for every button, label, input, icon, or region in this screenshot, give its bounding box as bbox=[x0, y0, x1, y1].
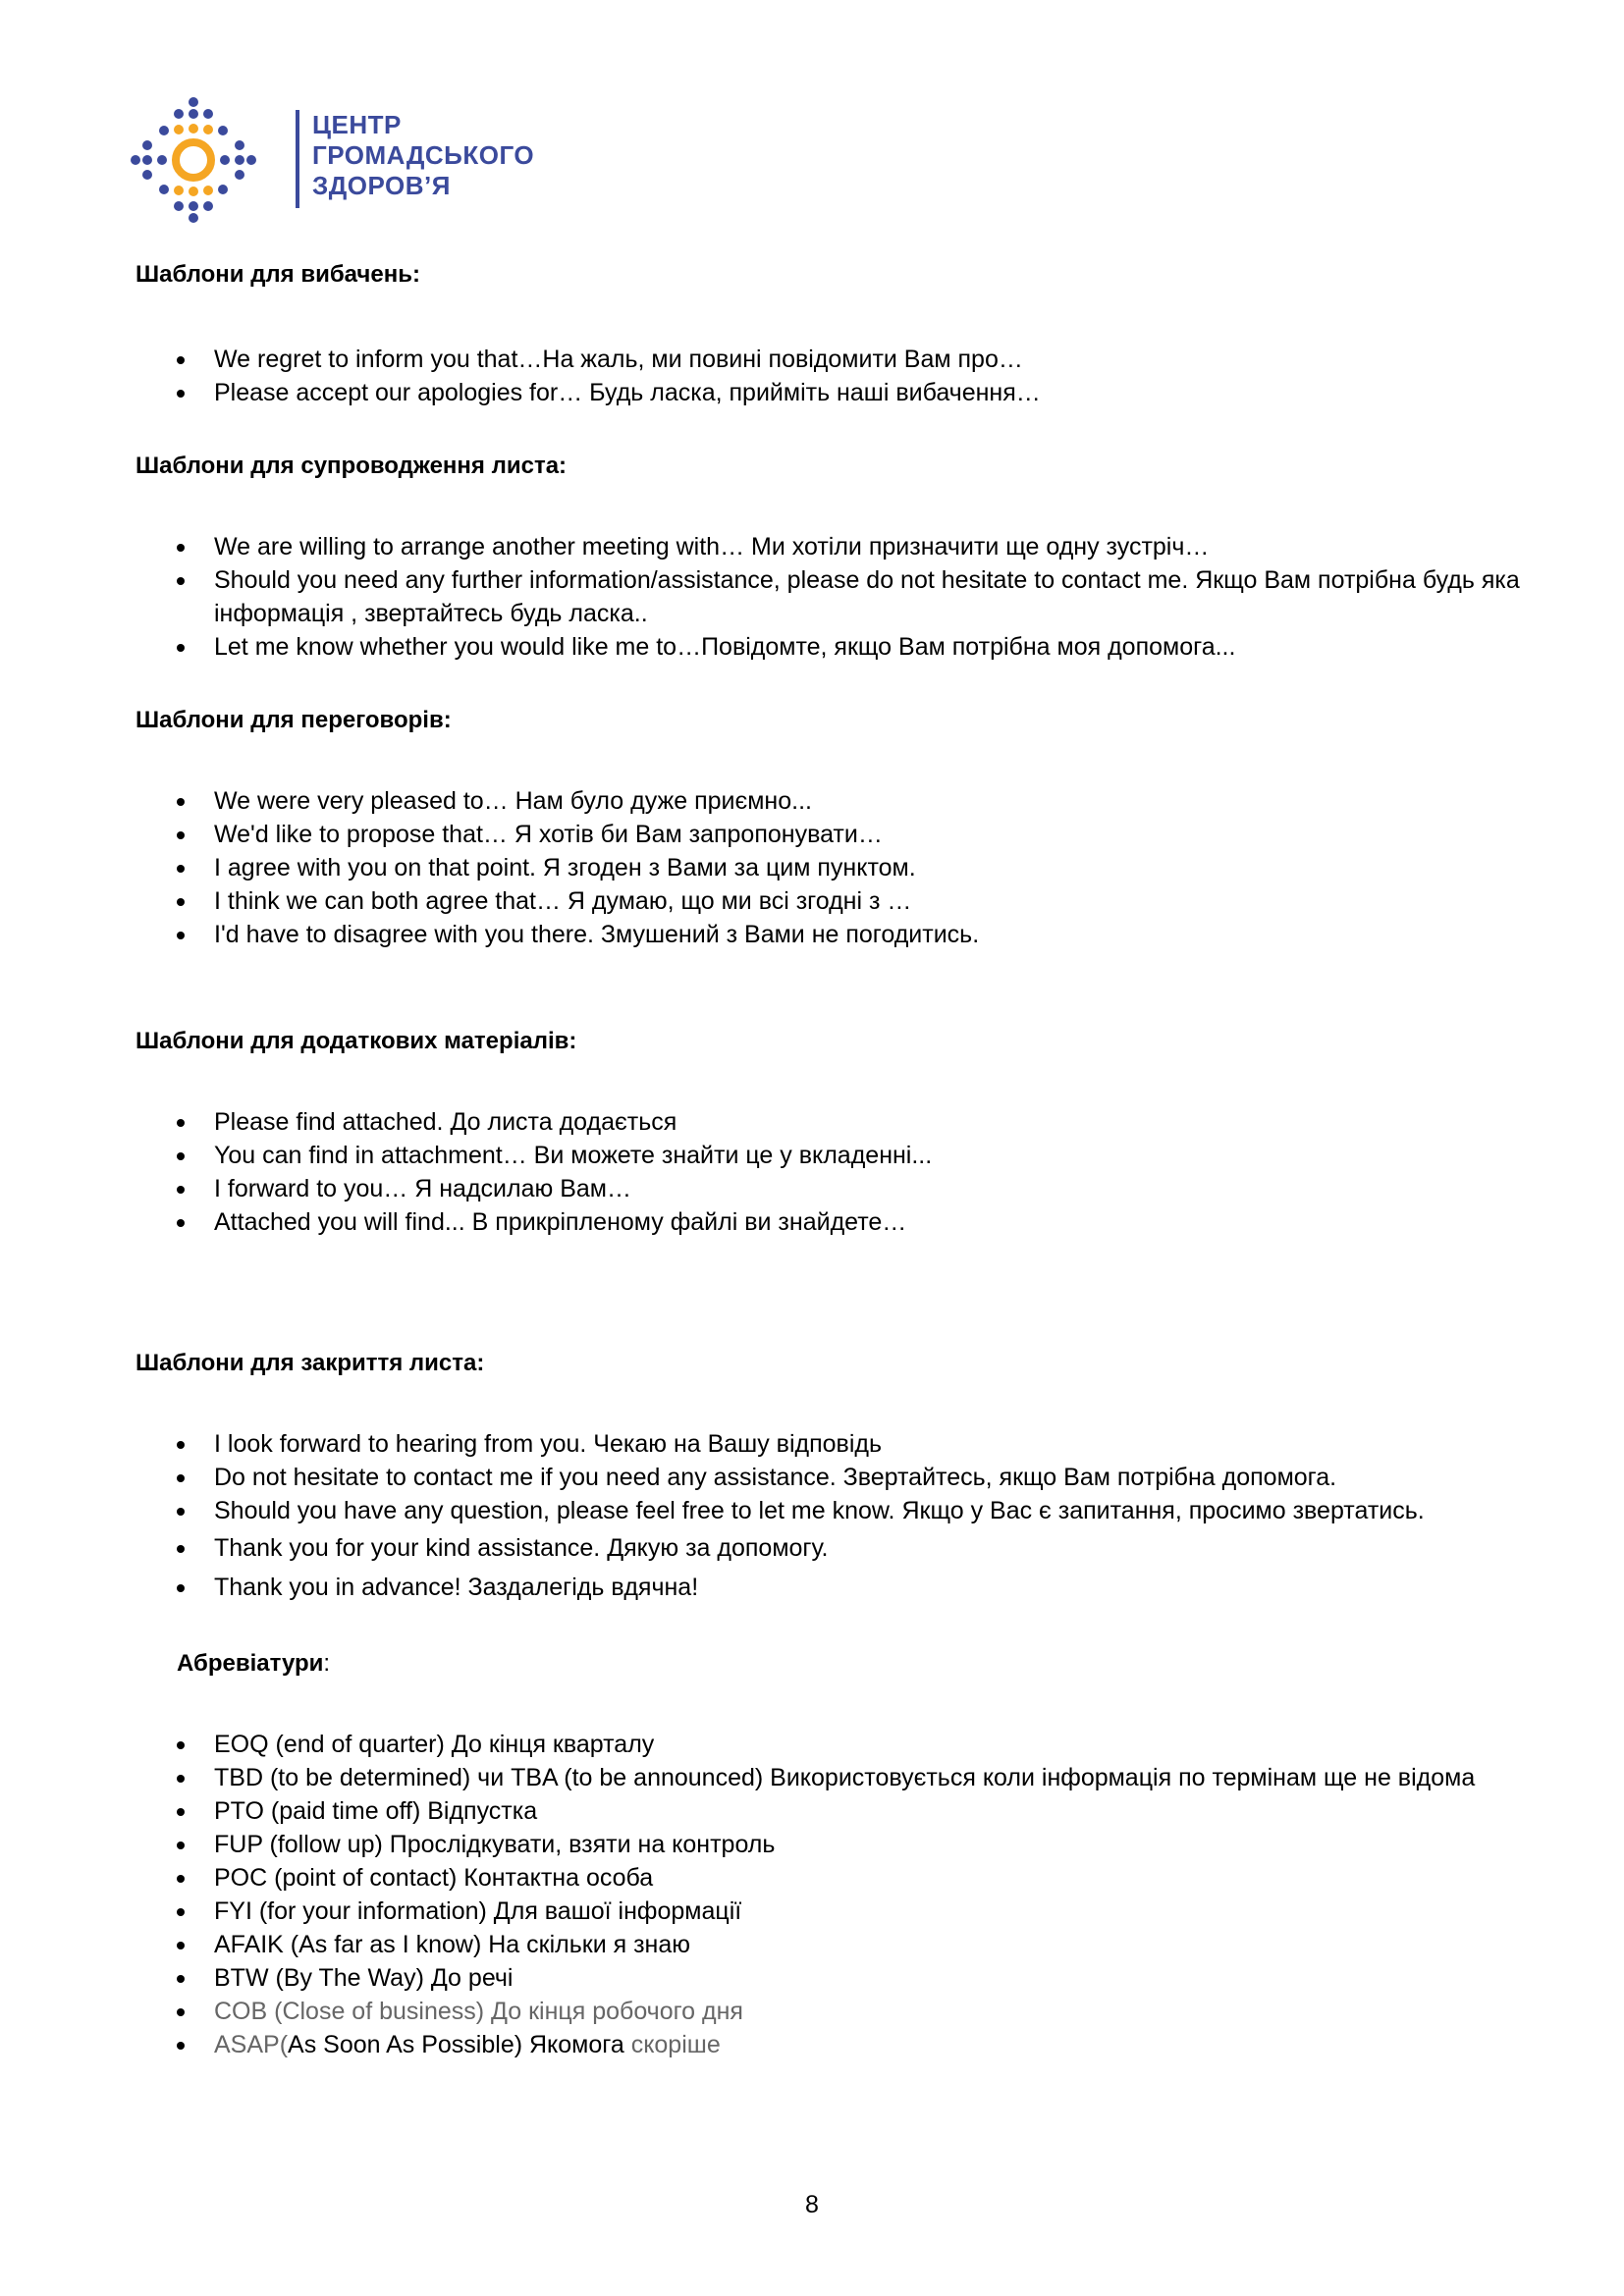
section-heading-attachments: Шаблони для додаткових матеріалів: bbox=[135, 1028, 577, 1054]
follow-up-list bbox=[135, 530, 1559, 664]
abbreviations-heading-label: Абревіатури bbox=[177, 1650, 324, 1677]
organization-name-line: ЦЕНТР bbox=[312, 110, 402, 139]
section-heading-closing: Шаблони для закриття листа: bbox=[135, 1350, 485, 1376]
list-item: I agree with you on that point. Я згоден з Вами за цим пунктом. bbox=[135, 851, 1551, 884]
list-item: AFAIK (As far as I know) На скільки я знаю bbox=[135, 1928, 1551, 1961]
organization-name bbox=[312, 110, 534, 201]
asap-meaning-end: скоріше bbox=[630, 2031, 721, 2058]
document-body bbox=[135, 258, 1559, 2061]
list-item: Let me know whether you would like me to…Повідомте, якщо Вам потрібна моя допомога... bbox=[135, 630, 1551, 664]
abbreviations-list bbox=[135, 1728, 1559, 2061]
closing-list bbox=[135, 1427, 1559, 1604]
organization-name-line: ЗДОРОВ’Я bbox=[312, 171, 451, 200]
list-item: COB (Close of business) До кінця робочого дня bbox=[135, 1995, 1551, 2028]
list-item: PTO (paid time off) Відпустка bbox=[135, 1794, 1551, 1828]
section-heading-negotiations: Шаблони для переговорів: bbox=[135, 707, 452, 733]
list-item: FYI (for your information) Для вашої інформації bbox=[135, 1895, 1551, 1928]
asap-meaning: As Soon As Possible) Якомога bbox=[288, 2031, 631, 2058]
page-number: 8 bbox=[805, 2191, 819, 2218]
section-heading-abbreviations bbox=[177, 1647, 1559, 1681]
list-item: Should you have any question, please feel free to let me know. Якщо у Вас є запитання, просимо звертатись. bbox=[135, 1494, 1551, 1527]
list-item: I look forward to hearing from you. Чекаю на Вашу відповідь bbox=[135, 1427, 1551, 1461]
list-item: Please accept our apologies for… Будь ласка, прийміть наші вибачення… bbox=[135, 376, 1551, 409]
list-item: I forward to you… Я надсилаю Вам… bbox=[135, 1172, 1551, 1205]
apologies-list bbox=[135, 343, 1559, 409]
section-heading-follow-up: Шаблони для супроводження листа: bbox=[135, 453, 568, 479]
list-item: FUP (follow up) Прослідкувати, взяти на контроль bbox=[135, 1828, 1551, 1861]
list-item: TBD (to be determined) чи TBA (to be announced) Використовується коли інформація по термінам ще не відома bbox=[135, 1761, 1551, 1794]
attachments-list bbox=[135, 1105, 1559, 1239]
list-item: EOQ (end of quarter) До кінця кварталу bbox=[135, 1728, 1551, 1761]
organization-logo-mark bbox=[128, 94, 260, 232]
list-item: We were very pleased to… Нам було дуже приємно... bbox=[135, 784, 1551, 818]
list-item: Do not hesitate to contact me if you need any assistance. Звертайтесь, якщо Вам потрібна допомога. bbox=[135, 1461, 1551, 1494]
list-item: POC (point of contact) Контактна особа bbox=[135, 1861, 1551, 1895]
organization-name-line: ГРОМАДСЬКОГО bbox=[312, 140, 535, 170]
list-item: You can find in attachment… Ви можете знайти це у вкладенні... bbox=[135, 1139, 1551, 1172]
list-item: I think we can both agree that… Я думаю, що ми всі згодні з … bbox=[135, 884, 1551, 918]
list-item: Should you need any further information/assistance, please do not hesitate to contact me. Якщо Вам потрібна будь яка інформація , звертайтесь будь ласка.. bbox=[135, 563, 1551, 630]
abbreviations-heading-colon: : bbox=[323, 1650, 331, 1677]
list-item: We regret to inform you that…На жаль, ми повині повідомити Вам про… bbox=[135, 343, 1551, 376]
asap-abbr: ASAP( bbox=[214, 2031, 289, 2058]
list-item: We'd like to propose that… Я хотів би Вам запропонувати… bbox=[135, 818, 1551, 851]
negotiations-list bbox=[135, 784, 1559, 951]
logo-divider bbox=[296, 110, 299, 208]
list-item: We are willing to arrange another meeting with… Ми хотіли призначити ще одну зустріч… bbox=[135, 530, 1551, 563]
list-item: Thank you in advance! Заздалегідь вдячна! bbox=[135, 1571, 1551, 1604]
section-heading-apologies: Шаблони для вибачень: bbox=[135, 261, 420, 288]
list-item bbox=[135, 2028, 1551, 2061]
list-item: Thank you for your kind assistance. Дякую за допомогу. bbox=[135, 1531, 1551, 1565]
list-item: Attached you will find... В прикріпленому файлі ви знайдете… bbox=[135, 1205, 1551, 1239]
list-item: BTW (By The Way) До речі bbox=[135, 1961, 1551, 1995]
list-item: I'd have to disagree with you there. Змушений з Вами не погодитись. bbox=[135, 918, 1551, 951]
list-item: Please find attached. До листа додається bbox=[135, 1105, 1551, 1139]
